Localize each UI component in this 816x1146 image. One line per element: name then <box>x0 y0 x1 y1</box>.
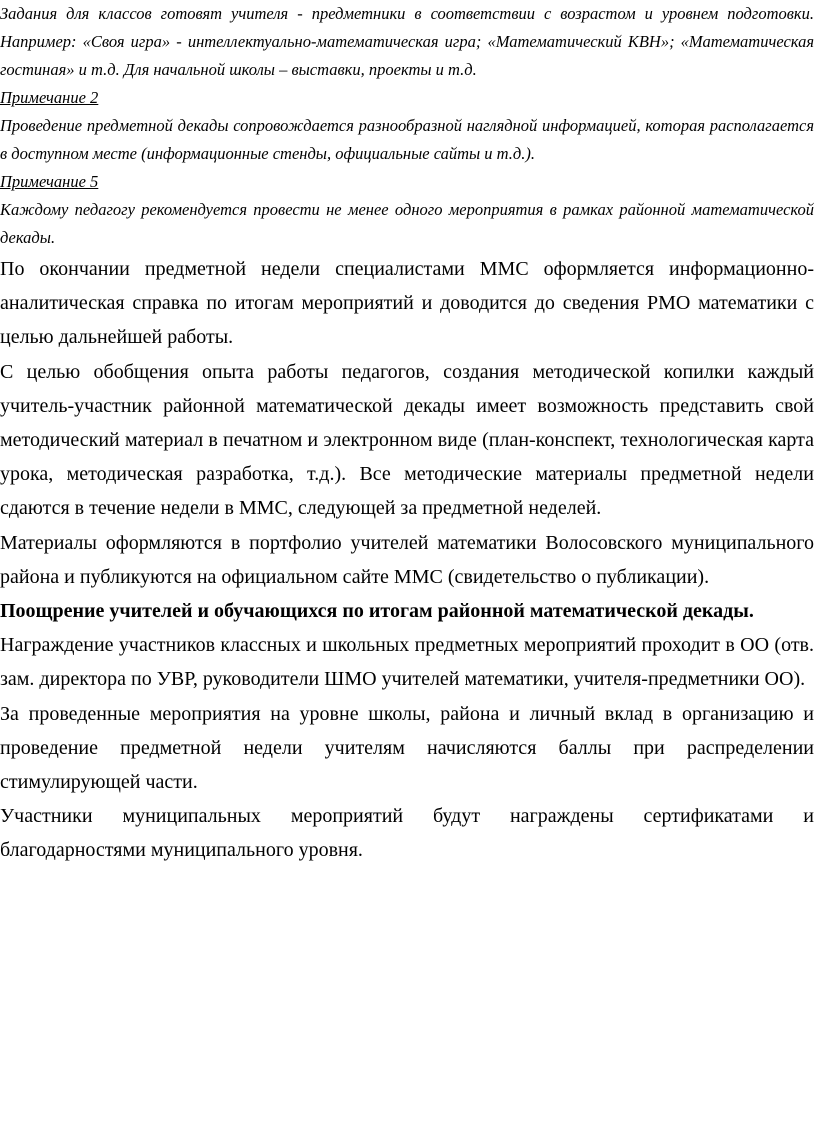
paragraph-report: По окончании предметной недели специалистами ММС оформляется информационно-аналитическая справка по итогам мероприятий и доводится до сведения РМО математики с целью дальнейшей работы. <box>0 258 814 349</box>
paragraph-portfolio: Материалы оформляются в портфолио учителей математики Волосовского муниципального района и публикуются на официальном сайте ММС (свидетельство о публикации). <box>0 531 814 588</box>
paragraph-awards: Награждение участников классных и школьных предметных мероприятий проходит в ОО (отв. зам. директора по УВР, руководители ШМО учителей математики, учителя-предметники ОО). <box>0 634 814 691</box>
paragraph-certificates: Участники муниципальных мероприятий будут награждены сертификатами и благодарностями муниципального уровня. <box>0 805 814 862</box>
note-2-text: Проведение предметной декады сопровождается разнообразной наглядной информацией, которая располагается в доступном месте (информационные стенды, официальные сайты и т.д.). <box>0 116 814 163</box>
intro-paragraph: Задания для классов готовят учителя - предметники в соответствии с возрастом и уровнем подготовки. Например: «Своя игра» - интеллектуально-математическая игра; «Математический КВН»; «Математическая гостиная» и т.д. Для начальной школы – выставки, проекты и т.д. <box>0 4 814 79</box>
note-2-heading: Примечание 2 <box>0 88 99 107</box>
section-heading-rewards: Поощрение учителей и обучающихся по итогам районной математической декады. <box>0 600 754 623</box>
paragraph-experience: С целью обобщения опыта работы педагогов, создания методической копилки каждый учитель-участник районной математической декады имеет возможность представить свой методический материал в печатном и электронном виде (план-конспект, технологическая карта урока, методическая разработка, т.д.). Все методические материалы предметной недели сдаются в течение недели в ММС, следующей за предметной неделей. <box>0 360 814 520</box>
note-5-heading: Примечание 5 <box>0 172 99 191</box>
note-5-text: Каждому педагогу рекомендуется провести не менее одного мероприятия в рамках районной математической декады. <box>0 200 814 247</box>
paragraph-points: За проведенные мероприятия на уровне школы, района и личный вклад в организацию и проведение предметной недели учителям начисляются баллы при распределении стимулирующей части. <box>0 702 814 794</box>
